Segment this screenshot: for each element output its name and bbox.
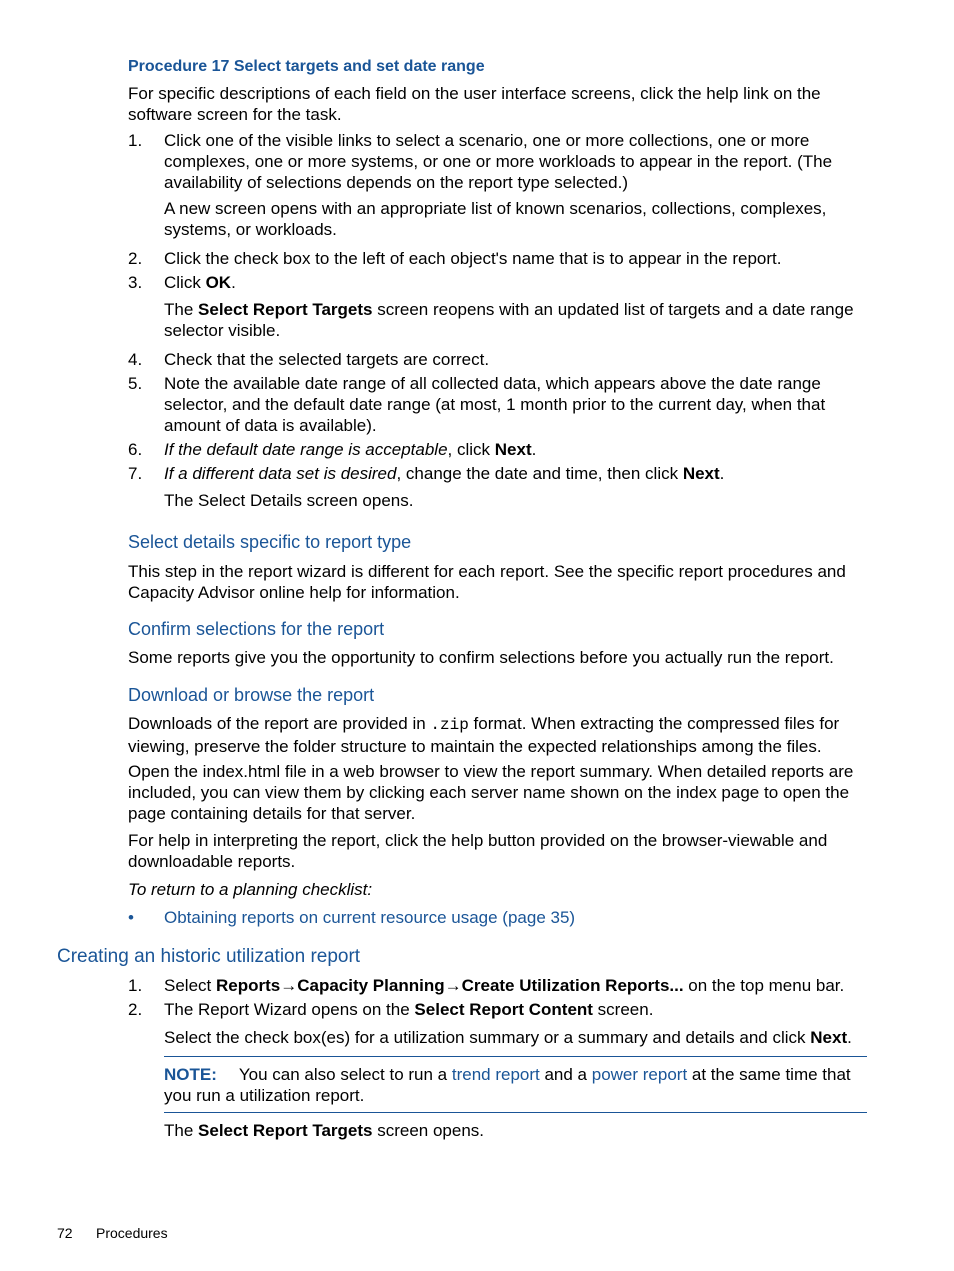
- historic-heading: Creating an historic utilization report: [57, 946, 361, 967]
- step-text: Click one of the visible links to select a scenario, one or more collections, one or more complexes, one or more systems, or one or more workloads to appear in the report. (The availability of selections depends on the report type selected.): [164, 131, 833, 192]
- return-label: To return to a planning checklist:: [128, 880, 373, 899]
- step-number: 2.: [128, 249, 143, 268]
- step-text: Check that the selected targets are correct.: [164, 350, 490, 369]
- power-report-link[interactable]: power report: [591, 1065, 688, 1084]
- note-box: NOTE: You can also select to run a trend report and a power report at the same time that you run a utilization report.: [164, 1065, 851, 1105]
- step-text: Note the available date range of all collected data, which appears above the date range selector, and the default date range (at most, 1 month prior to the current day, when that amount of data is available).: [164, 374, 826, 435]
- details-text: This step in the report wizard is different for each report. See the specific report procedures and Capacity Advisor online help for information.: [128, 562, 846, 602]
- download-paragraph-3: For help in interpreting the report, click the help button provided on the browser-viewable and downloadable reports.: [128, 831, 828, 871]
- step-number: 1.: [128, 976, 143, 995]
- step-text: If the default date range is acceptable, click Next.: [164, 440, 537, 459]
- historic-result: The Select Report Targets screen opens.: [164, 1121, 485, 1140]
- procedure-title: Procedure 17 Select targets and set date range: [128, 58, 485, 75]
- step-7-result: The Select Details screen opens.: [164, 491, 414, 510]
- step-number: 6.: [128, 440, 143, 459]
- note-top-rule: [164, 1056, 867, 1057]
- page-number: 72: [57, 1225, 73, 1241]
- step-3-result: The Select Report Targets screen reopens with an updated list of targets and a date range selector visible.: [164, 300, 854, 340]
- note-bottom-rule: [164, 1112, 867, 1113]
- zip-code: .zip: [430, 716, 469, 734]
- footer-section: Procedures: [96, 1225, 168, 1241]
- trend-report-link[interactable]: trend report: [451, 1065, 540, 1084]
- step-number: 4.: [128, 350, 143, 369]
- confirm-text: Some reports give you the opportunity to confirm selections before you actually run the report.: [128, 648, 834, 667]
- historic-step-2-detail: Select the check box(es) for a utilization summary or a summary and details and click Next.: [164, 1028, 852, 1047]
- step-text: If a different data set is desired, change the date and time, then click Next.: [164, 464, 725, 483]
- step-number: 1.: [128, 131, 143, 150]
- procedure-intro: For specific descriptions of each field on the user interface screens, click the help link on the software screen for the task.: [128, 84, 821, 124]
- checklist-link[interactable]: Obtaining reports on current resource usage (page 35): [164, 908, 576, 927]
- step-number: 3.: [128, 273, 143, 292]
- step-number: 5.: [128, 374, 143, 393]
- download-paragraph-2: Open the index.html file in a web browser to view the report summary. When detailed reports are included, you can view them by clicking each server name shown on the index page to open the page containing details for that server.: [128, 762, 854, 823]
- note-label: NOTE:: [164, 1065, 217, 1084]
- download-paragraph-1: Downloads of the report are provided in .zip format. When extracting the compressed files for viewing, preserve the folder structure to maintain the expected relationships among the files.: [128, 714, 840, 756]
- download-heading: Download or browse the report: [128, 685, 375, 705]
- arrow-icon: →: [444, 976, 462, 995]
- confirm-heading: Confirm selections for the report: [128, 619, 385, 639]
- step-text: Click the check box to the left of each object's name that is to appear in the report.: [164, 249, 782, 268]
- step-text: Click OK.: [164, 273, 236, 292]
- arrow-icon: →: [280, 976, 298, 995]
- bullet-icon: •: [128, 908, 134, 927]
- details-heading: Select details specific to report type: [128, 532, 412, 552]
- step-text: The Report Wizard opens on the Select Report Content screen.: [164, 1000, 654, 1019]
- step-1-result: A new screen opens with an appropriate list of known scenarios, collections, complexes, systems, or workloads.: [164, 199, 827, 239]
- step-number: 2.: [128, 1000, 143, 1019]
- step-number: 7.: [128, 464, 143, 483]
- step-text: Select Reports→Capacity Planning→Create Utilization Reports... on the top menu bar.: [164, 976, 845, 995]
